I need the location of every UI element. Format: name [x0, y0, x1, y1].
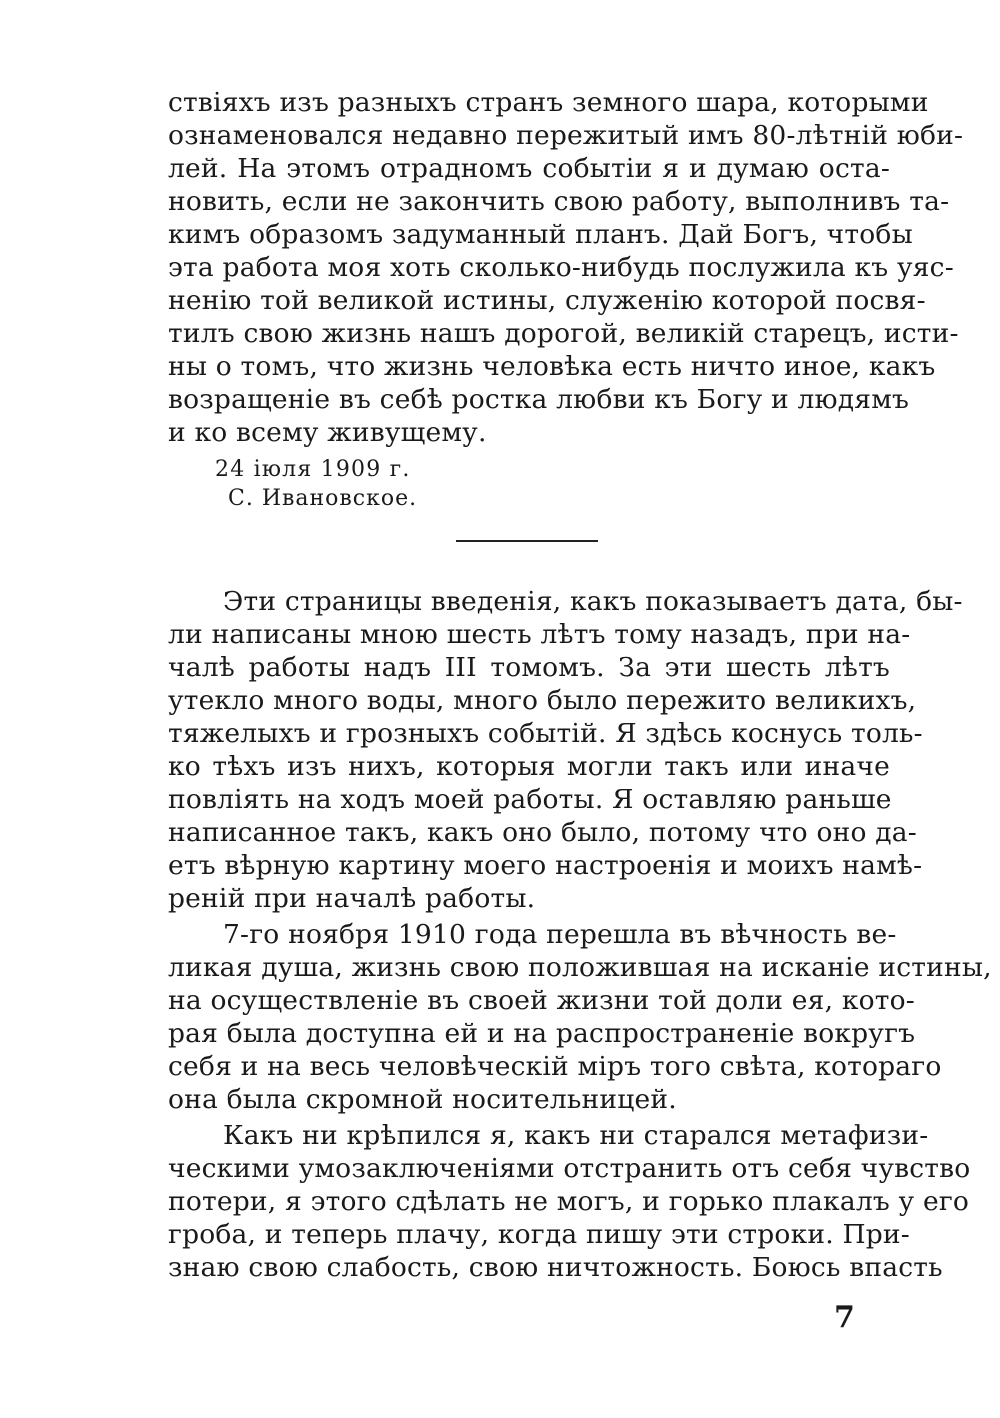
text-line: ли написаны мною шесть лѣтъ тому назадъ, при на-	[168, 619, 911, 650]
text-line: и ко всему живущему.	[168, 417, 487, 448]
text-line: написанное такъ, какъ оно было, потому что оно да-	[168, 817, 917, 848]
text-line: ны о томъ, что жизнь человѣка есть ничто иное, какъ	[168, 351, 936, 382]
text-line: 7-го ноября 1910 года перешла въ вѣчность ве-	[223, 919, 897, 950]
text-line: ликая душа, жизнь свою положившая на исканіе истины,	[168, 952, 992, 983]
text-line: себя и на весь человѣческій міръ того свѣта, котораго	[168, 1051, 942, 1082]
text-line: тилъ свою жизнь нашъ дорогой, великій старецъ, исти-	[168, 318, 959, 349]
page-number: 7	[834, 1300, 855, 1335]
text-line: повліять на ходъ моей работы. Я оставляю раньше	[168, 784, 892, 815]
text-line: Эти страницы введенія, какъ показываетъ дата, бы-	[223, 586, 963, 617]
text-line: она была скромной носительницей.	[168, 1084, 677, 1115]
text-line: эта работа моя хоть сколько-нибудь послужила къ уяс-	[168, 252, 954, 283]
text-line: реній при началѣ работы.	[168, 883, 536, 914]
text-line: ствіяхъ изъ разныхъ странъ земного шара, которыми	[168, 87, 929, 118]
text-line: кимъ образомъ задуманный планъ. Дай Богъ, чтобы	[168, 219, 913, 250]
text-line: гроба, и теперь плачу, когда пишу эти строки. При-	[168, 1219, 910, 1250]
signature-place: С. Ивановское.	[228, 486, 418, 511]
text-line: чалѣ работы надъ III томомъ. За эти шесть лѣтъ	[168, 652, 890, 683]
text-line: утекло много воды, много было пережито великихъ,	[168, 685, 917, 716]
text-line: етъ вѣрную картину моего настроенія и моихъ намѣ-	[168, 850, 923, 881]
text-line: Какъ ни крѣпился я, какъ ни старался метафизи-	[223, 1120, 929, 1151]
text-line: ко тѣхъ изъ нихъ, которыя могли такъ или иначе	[168, 751, 890, 782]
text-line: ознаменовался недавно пережитый имъ 80-лѣтній юби-	[168, 120, 964, 151]
text-line: на осуществленіе въ своей жизни той доли ея, кото-	[168, 985, 915, 1016]
text-line: возращеніе въ себѣ ростка любви къ Богу и людямъ	[168, 384, 910, 415]
text-line: ненію той великой истины, служенію которой посвя-	[168, 285, 926, 316]
text-line: лей. На этомъ отрадномъ событіи я и думаю оста-	[168, 153, 890, 184]
text-line: знаю свою слабость, свою ничтожность. Боюсь впасть	[168, 1252, 943, 1283]
text-line: новить, если не закончить свою работу, выполнивъ та-	[168, 186, 950, 217]
text-line: потери, я этого сдѣлать не могъ, и горько плакалъ у его	[168, 1186, 970, 1217]
text-line: тяжелыхъ и грозныхъ событій. Я здѣсь коснусь толь-	[168, 718, 923, 749]
text-line: ческими умозаключеніями отстранить отъ себя чувство	[168, 1153, 971, 1184]
text-line: рая была доступна ей и на распространеніе вокругъ	[168, 1018, 916, 1049]
section-divider	[456, 540, 598, 542]
signature-date: 24 іюля 1909 г.	[215, 457, 411, 482]
